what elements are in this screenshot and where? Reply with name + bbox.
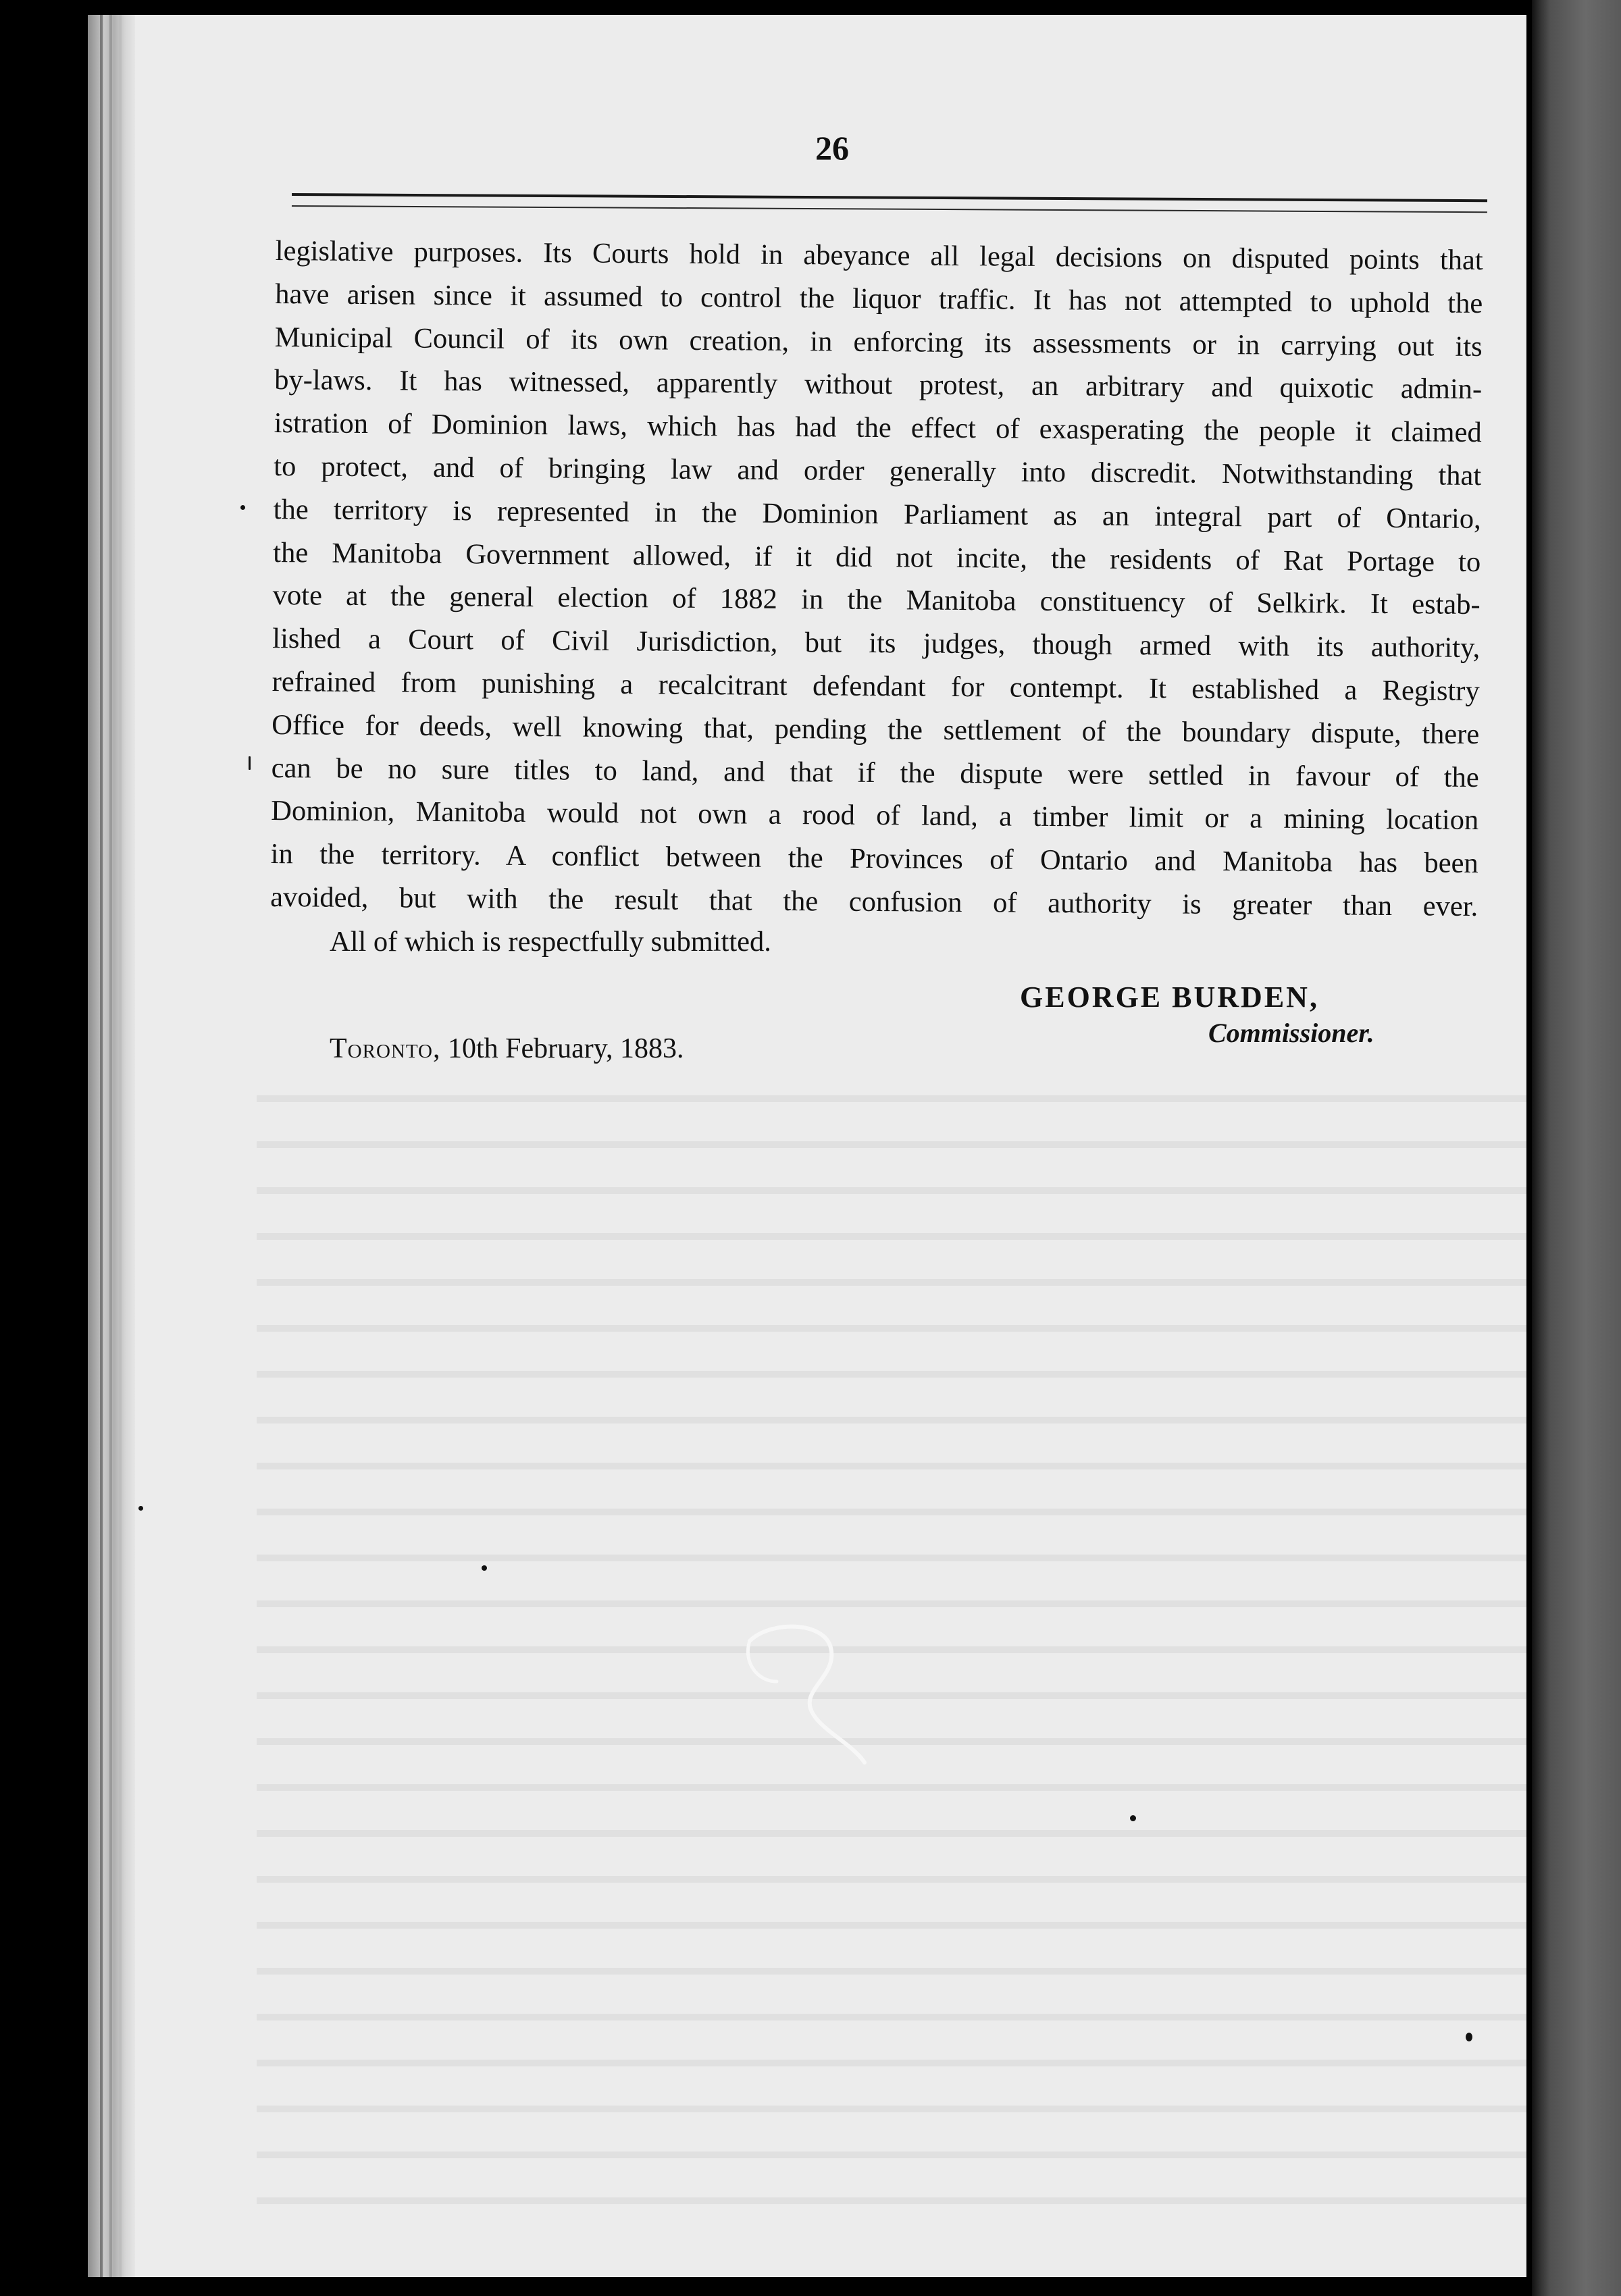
closing-line: All of which is respectfully submitted. — [330, 926, 771, 958]
text-line: have arisen since it assumed to control the liquor traffic. It has not attempted to uphold the — [275, 278, 1483, 319]
text-line: by-laws. It has witnessed, apparently without protest, an arbitrary and quixotic admin- — [274, 364, 1483, 406]
text-line: legislative purposes. Its Courts hold in abeyance all legal decisions on disputed points that — [275, 234, 1483, 277]
text-line: can be no sure titles to land, and that if the dispute were settled in favour of the — [271, 752, 1479, 793]
scan-speck — [240, 505, 245, 510]
scan-speck — [249, 756, 251, 770]
scan-speck — [1130, 1815, 1136, 1821]
signatory-title: Commissioner. — [1208, 1018, 1374, 1048]
text-line: Dominion, Manitoba would not own a rood of land, a timber limit or a mining location — [271, 795, 1479, 837]
page-number: 26 — [815, 129, 849, 167]
page-binding-edge — [88, 15, 135, 2277]
scan-speck — [138, 1506, 143, 1511]
text-line: istration of Dominion laws, which has had the effect of exasperating the people it claimed — [274, 407, 1482, 449]
scan-mark — [729, 1614, 905, 1776]
scan-speck — [1466, 2033, 1472, 2041]
text-line: the Manitoba Government allowed, if it did not incite, the residents of Rat Portage to — [273, 536, 1481, 578]
text-line: to protect, and of bringing law and order generally into discredit. Notwithstanding that — [274, 450, 1482, 492]
text-line: in the territory. A conflict between the Provinces of Ontario and Manitoba has been — [270, 838, 1478, 880]
text-line: avoided, but with the result that the confusion of authority is greater than ever. — [270, 881, 1478, 922]
scan-speck — [482, 1565, 487, 1571]
text-line: vote at the general election of 1882 in the Manitoba constituency of Selkirk. It estab- — [272, 579, 1481, 621]
text-line: the territory is represented in the Dominion Parliament as an integral part of Ontario, — [273, 493, 1481, 535]
body-paragraph — [270, 230, 1483, 929]
place-and-date — [330, 1033, 684, 1065]
text-line: refrained from punishing a recalcitrant defendant for contempt. It established a Registry — [272, 665, 1480, 707]
text-line: lished a Court of Civil Jurisdiction, but its judges, though armed with its authority, — [272, 623, 1481, 664]
date-text: 10th February, 1883. — [447, 1033, 684, 1064]
place-name: Toronto, — [330, 1033, 441, 1064]
text-line: Municipal Council of its own creation, in enforcing its assessments or in carrying out its — [274, 321, 1483, 363]
text-line: Office for deeds, well knowing that, pending the settlement of the boundary dispute, there — [272, 708, 1480, 750]
facing-page-edge — [1532, 0, 1621, 2296]
signatory-name: GEORGE BURDEN, — [1020, 981, 1319, 1014]
